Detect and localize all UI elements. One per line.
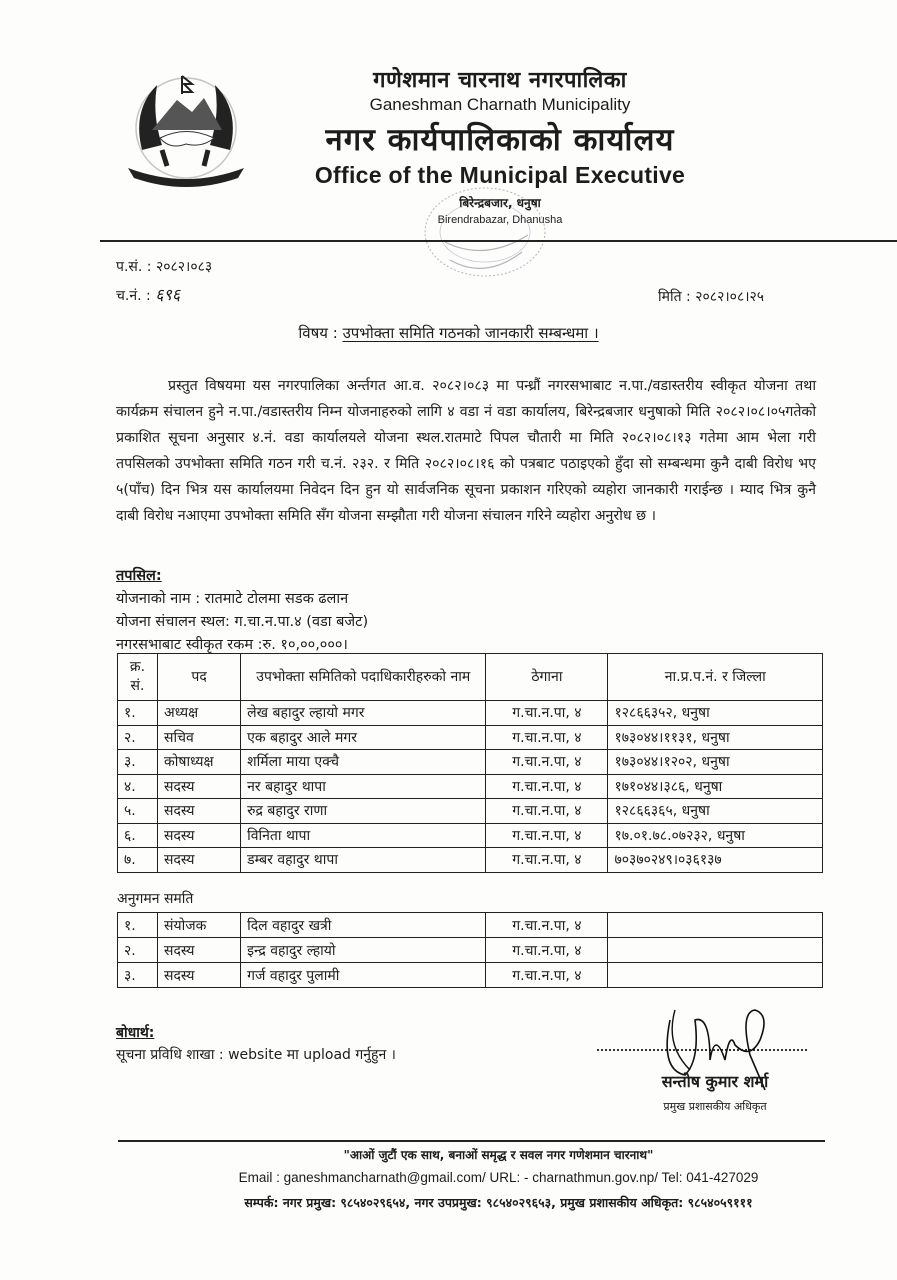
monitoring-table	[117, 912, 823, 988]
cell-address: ग.चा.न.पा, ४	[486, 913, 608, 938]
project-location: योजना संचालन स्थल: ग.चा.न.पा.४ (वडा बजेट)	[116, 614, 369, 630]
ps-value: २०८२।०८३	[155, 259, 213, 275]
cn-value: ६९६	[155, 285, 181, 304]
table-row	[118, 963, 823, 988]
signer-name: सन्तोष कुमार शर्मा	[661, 1072, 769, 1091]
office-name-en: Office of the Municipal Executive	[314, 162, 686, 188]
header-sn: क्र. सं.	[118, 654, 158, 701]
header-id: ना.प्र.प.नं. र जिल्ला	[608, 654, 823, 701]
cell-id: १२८६६३५२, धनुषा	[608, 701, 823, 726]
details-heading: तपसिल:	[116, 568, 162, 584]
cell-address: ग.चा.न.पा, ४	[486, 725, 608, 750]
footer-divider	[118, 1140, 825, 1142]
project-name: योजनाको नाम : रातमाटे टोलमा सडक ढलान	[116, 591, 349, 607]
cell-position: सचिव	[158, 725, 241, 750]
cell-sn: ७.	[118, 848, 158, 873]
cell-sn: ३.	[118, 750, 158, 775]
cell-id: १७३०४४।१२०२, धनुषा	[608, 750, 823, 775]
table-row	[118, 799, 823, 824]
reference-number	[116, 257, 212, 276]
cell-name: शर्मिला माया एक्चै	[241, 750, 486, 775]
header-position: पद	[158, 654, 241, 701]
cell-id: १७.०१.७८.०७२३२, धनुषा	[608, 823, 823, 848]
table-header-row	[118, 654, 823, 701]
cell-position: संयोजक	[158, 913, 241, 938]
cell-id: ७०३७०२४९।०३६१३७	[608, 848, 823, 873]
cell-address: ग.चा.न.पा, ४	[486, 750, 608, 775]
cell-sn: ६.	[118, 823, 158, 848]
cell-id	[608, 938, 823, 963]
cell-sn: १.	[118, 701, 158, 726]
cell-name: नर बहादुर थापा	[241, 774, 486, 799]
date-value: २०८२।०८।२५	[695, 289, 765, 305]
subject-line	[0, 323, 897, 343]
cell-name: गर्ज वहादुर पुलामी	[241, 963, 486, 988]
cell-sn: २.	[118, 938, 158, 963]
cell-sn: ३.	[118, 963, 158, 988]
body-paragraph: प्रस्तुत विषयमा यस नगरपालिका अर्न्तगत आ.व. २०८२।०८३ मा पन्ध्रौं नगरसभाबाट न.पा./वडास्तरीय स्वीकृत योजना तथा कार्यक्रम संचालन हुने न.पा./वडास्तरीय निम्न योजनाहरुको लागि ४ वडा नं वडा कार्यालय, बिरेन्द्रबजार धनुषाको मिति २०८२।०८।०५गतेको प्रकाशित सूचना अनुसार ४.नं. वडा कार्यालयले योजना स्थल.रातमाटे पिपल चौतारी मा मिति २०८२।०८।१३ गतेमा आम भेला गरी तपसिलको उपभोक्ता समिति गठन गरी च.नं. २३२. र मिति २०८२।०८।१६ को पत्रबाट पठाइएको हुँदा सो सम्बन्धमा कुनै दाबी विरोध भए ५(पाँच) दिन भित्र यस कार्यालयमा निवेदन दिन हुन यो सार्वजनिक सूचना प्रकाशन गरिएको व्यहोरा जानकारी गराईन्छ । म्याद भित्र कुनै दाबी विरोध नआएमा उपभोक्ता समिति सँग योजना सम्झौता गरी योजना संचालन गरिने व्यहोरा अनुरोध छ ।	[116, 378, 816, 524]
header-name: उपभोक्ता समितिको पदाधिकारीहरुको नाम	[241, 654, 486, 701]
approved-amount: नगरसभाबाट स्वीकृत रकम :रु. १०,००,०००।	[116, 637, 348, 653]
signer-title: प्रमुख प्रशासकीय अधिकृत	[663, 1100, 767, 1113]
dispatch-number	[116, 283, 180, 305]
office-stamp	[410, 180, 560, 285]
cc-text: सूचना प्रविधि शाखा : website मा upload गर्नुहुन ।	[116, 1047, 396, 1063]
table-row	[118, 823, 823, 848]
cell-sn: १.	[118, 913, 158, 938]
subject-label: विषय :	[298, 324, 338, 342]
address-en: Birendrabazar, Dhanusha	[437, 214, 563, 226]
cell-position: सदस्य	[158, 799, 241, 824]
header-divider	[100, 240, 897, 242]
cell-name: इन्द्र वहादुर ल्हायो	[241, 938, 486, 963]
table-row	[118, 774, 823, 799]
monitoring-heading: अनुगमन समति	[117, 891, 194, 907]
cell-position: अध्यक्ष	[158, 701, 241, 726]
subject-text: उपभोक्ता समिति गठनको जानकारी सम्बन्धमा ।	[342, 324, 599, 342]
cell-name: डम्बर वहादुर थापा	[241, 848, 486, 873]
cell-address: ग.चा.न.पा, ४	[486, 963, 608, 988]
cell-name: लेख बहादुर ल्हायो मगर	[241, 701, 486, 726]
cc-heading: बोधार्थ:	[116, 1025, 155, 1041]
address-np: बिरेन्द्रबजार, धनुषा	[459, 196, 541, 210]
table-row	[118, 725, 823, 750]
cell-position: सदस्य	[158, 848, 241, 873]
cell-address: ग.चा.न.पा, ४	[486, 774, 608, 799]
cell-id: १७१०४४।३८६, धनुषा	[608, 774, 823, 799]
cell-address: ग.चा.न.पा, ४	[486, 823, 608, 848]
cell-address: ग.चा.न.पा, ४	[486, 799, 608, 824]
cell-id	[608, 913, 823, 938]
cell-name: दिल वहादुर खत्री	[241, 913, 486, 938]
cell-id: १२८६६३६५, धनुषा	[608, 799, 823, 824]
cell-position: कोषाध्यक्ष	[158, 750, 241, 775]
header-address: ठेगाना	[486, 654, 608, 701]
ps-label: प.सं. :	[116, 259, 152, 275]
date-label: मिति :	[658, 289, 691, 305]
table-row	[118, 750, 823, 775]
table-row	[118, 938, 823, 963]
cell-id	[608, 963, 823, 988]
cell-position: सदस्य	[158, 823, 241, 848]
org-name-en: Ganeshman Charnath Municipality	[369, 95, 631, 114]
org-name-np: गणेशमान चारनाथ नगरपालिका	[373, 68, 627, 93]
footer-contact-np: सम्पर्क: नगर प्रमुख: ९८५४०२९६५४, नगर उपप्रमुख: ९८५४०२९६५३, प्रमुख प्रशासकीय अधिकृत: ९८५४०५९१११	[244, 1195, 753, 1210]
cell-sn: ४.	[118, 774, 158, 799]
table-row	[118, 848, 823, 873]
cell-address: ग.चा.न.पा, ४	[486, 701, 608, 726]
table-row	[118, 913, 823, 938]
cell-address: ग.चा.न.पा, ४	[486, 938, 608, 963]
cell-name: एक बहादुर आले मगर	[241, 725, 486, 750]
committee-table	[117, 653, 823, 873]
cell-position: सदस्य	[158, 938, 241, 963]
nepal-emblem-logo	[122, 70, 250, 188]
footer-slogan: "आओं जुटौं एक साथ, बनाओं समृद्ध र सवल नगर गणेशमान चारनाथ"	[343, 1148, 654, 1162]
office-name-np: नगर कार्यपालिकाको कार्यालय	[325, 122, 675, 158]
cell-name: विनिता थापा	[241, 823, 486, 848]
cell-sn: ५.	[118, 799, 158, 824]
cell-name: रुद्र बहादुर राणा	[241, 799, 486, 824]
cell-address: ग.चा.न.पा, ४	[486, 848, 608, 873]
footer-contact-en: Email : ganeshmancharnath@gmail.com/ URL: - charnathmun.gov.np/ Tel: 041-427029	[238, 1170, 759, 1185]
cell-position: सदस्य	[158, 774, 241, 799]
cell-id: १७३०४४।११३१, धनुषा	[608, 725, 823, 750]
letter-date	[658, 287, 764, 306]
cn-label: च.नं. :	[116, 288, 151, 304]
cell-position: सदस्य	[158, 963, 241, 988]
table-row	[118, 701, 823, 726]
cell-sn: २.	[118, 725, 158, 750]
